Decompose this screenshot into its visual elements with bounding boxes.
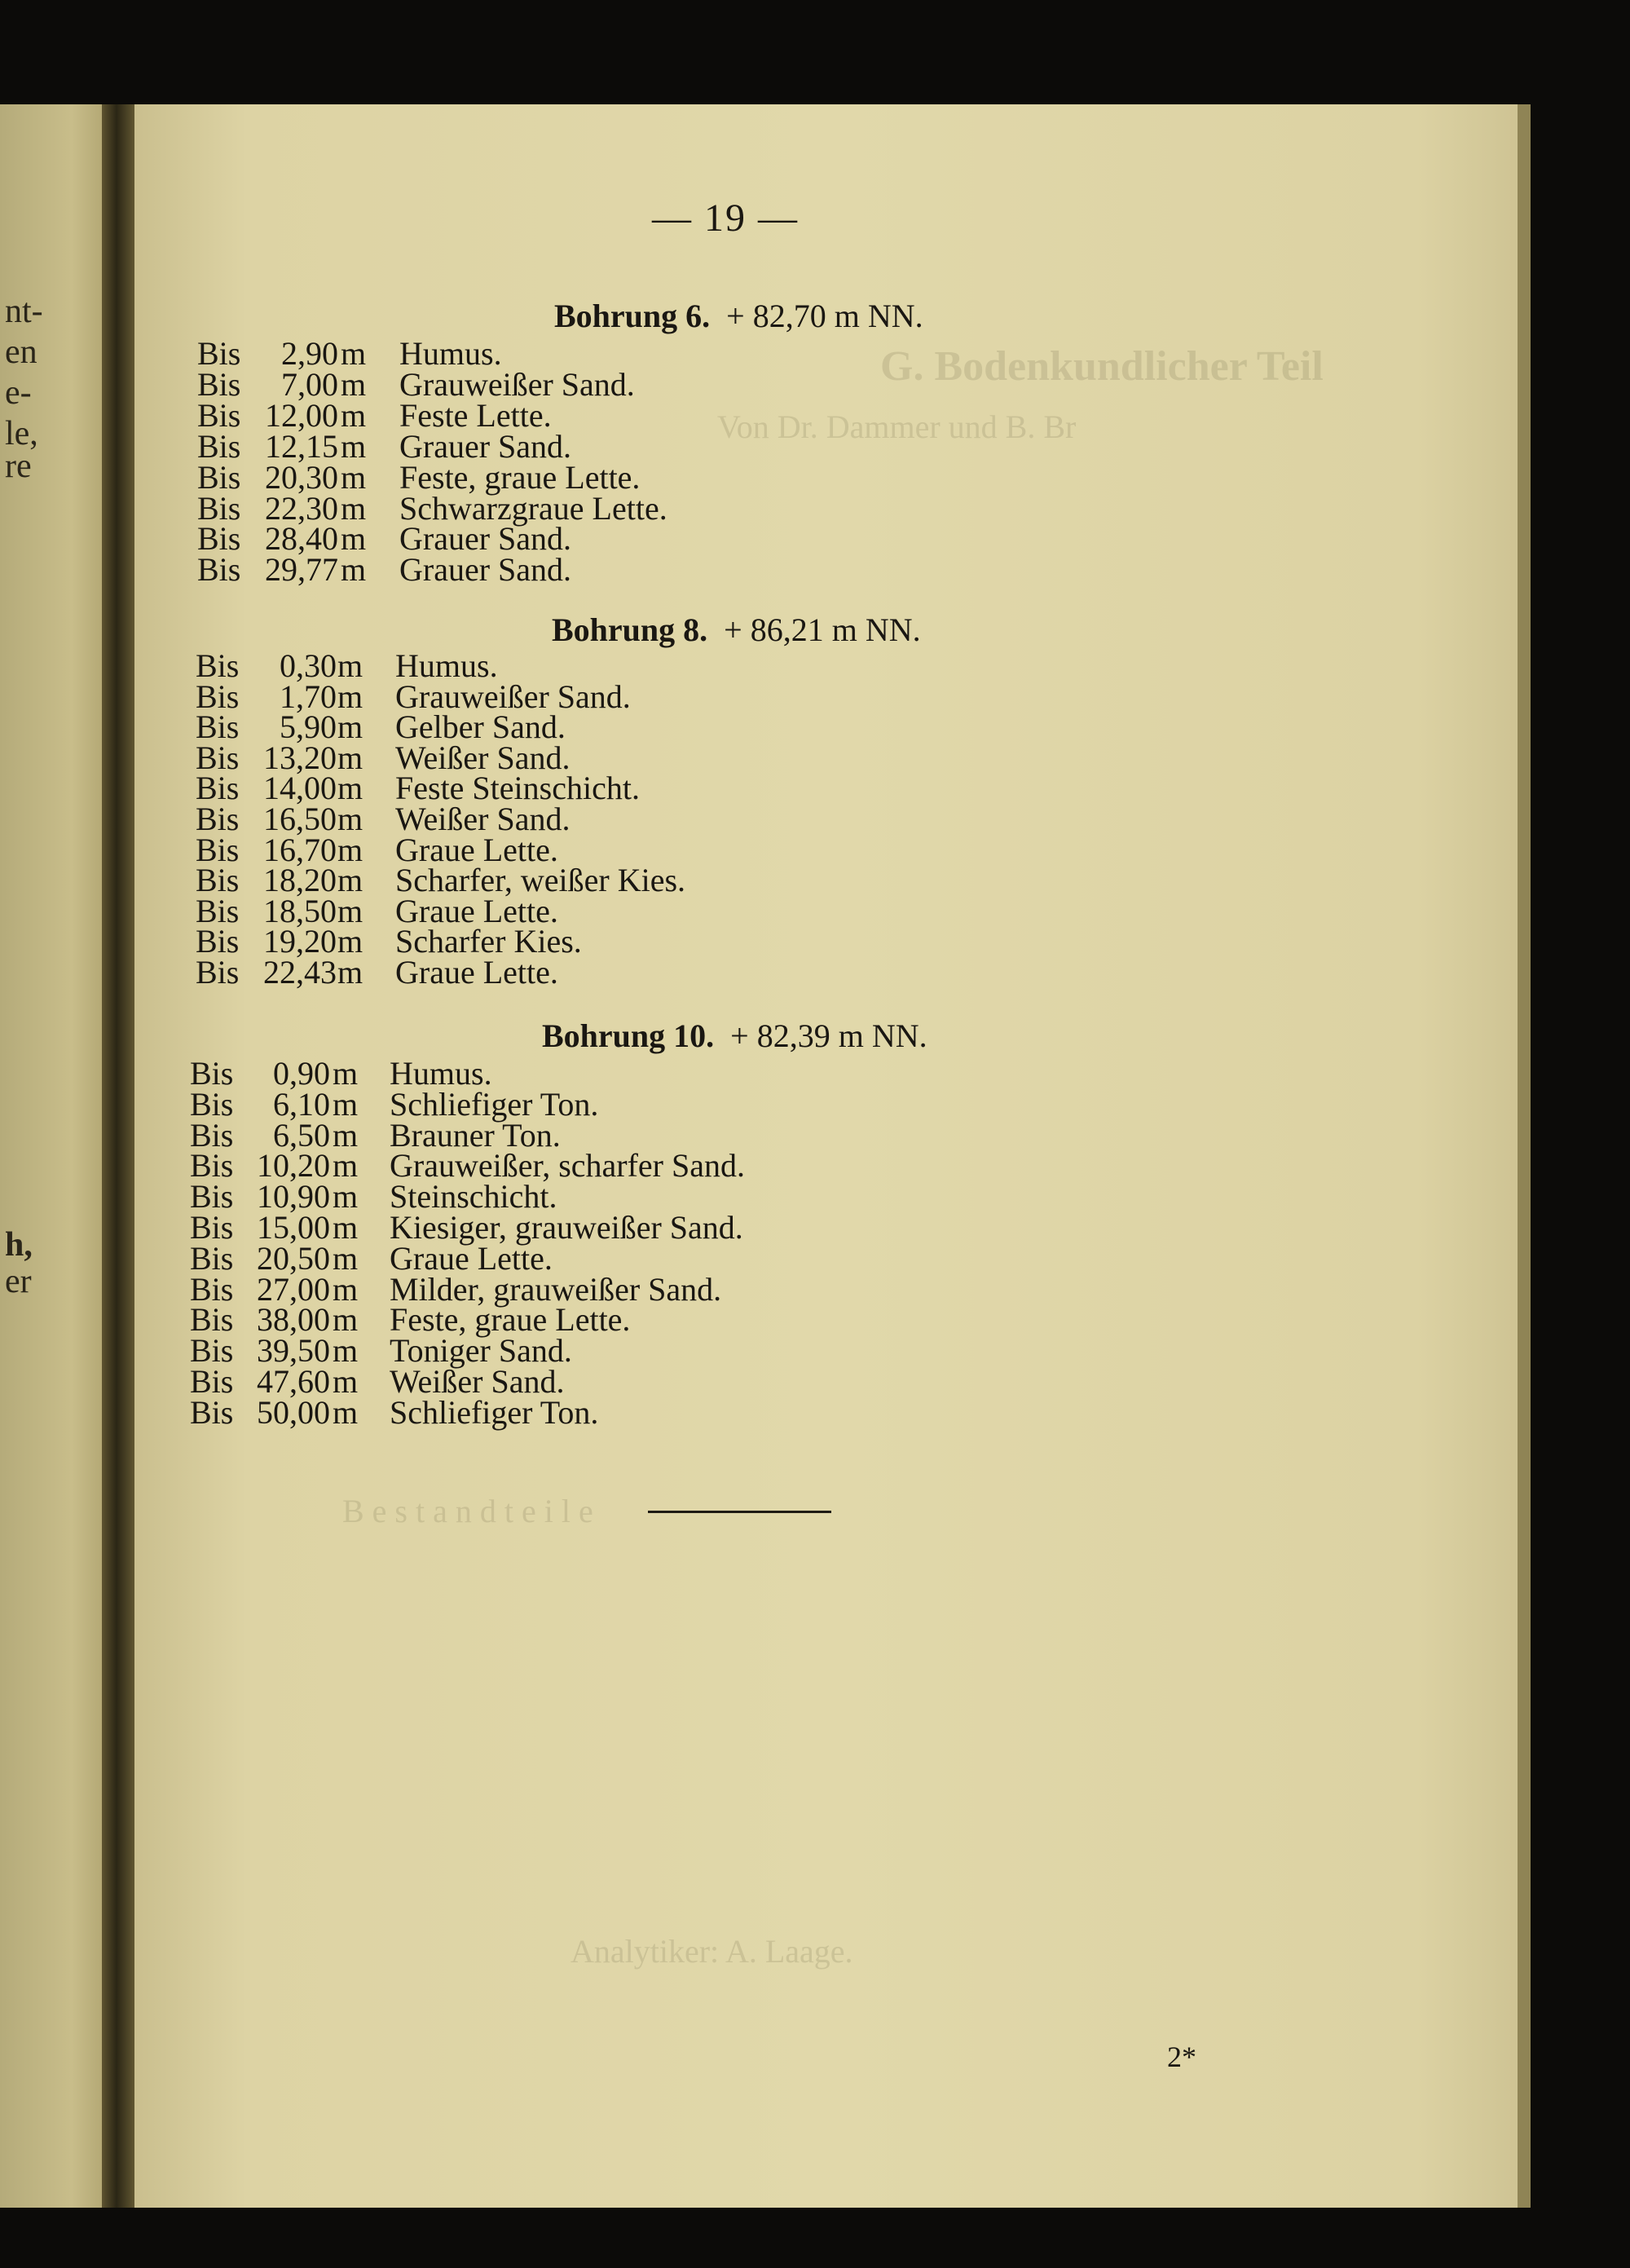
depth-unit: m [337,678,363,715]
depth-unit: m [333,1209,359,1246]
depth-value: 5,90 [280,708,337,745]
layer-description: Feste, graue Lette. [399,459,641,496]
layer-description: Milder, grauweißer Sand. [390,1271,722,1308]
depth-value: 38,00 [257,1301,330,1338]
depth-prefix: Bis [197,490,241,527]
left-page-fragment: er [5,1263,32,1300]
depth-value: 1,70 [280,678,337,715]
depth-value: 12,15 [265,428,338,465]
depth-value: 6,50 [273,1117,330,1154]
depth-unit: m [333,1178,359,1215]
depth-prefix: Bis [197,551,241,588]
depth-value: 10,90 [257,1178,330,1215]
section-heading [542,1017,927,1055]
depth-prefix: Bis [190,1117,234,1154]
depth-value: 27,00 [257,1271,330,1308]
depth-unit: m [337,954,363,991]
layer-description: Graue Lette. [390,1240,553,1277]
section-elevation: + 82,70 m NN. [726,298,923,334]
depth-prefix: Bis [190,1055,234,1092]
layer-description: Grauweißer, scharfer Sand. [390,1147,745,1184]
depth-prefix: Bis [196,832,240,868]
depth-unit: m [333,1301,359,1338]
depth-value: 0,90 [273,1055,330,1092]
layer-description: Grauweißer Sand. [395,678,631,715]
depth-unit: m [341,428,367,465]
depth-unit: m [341,490,367,527]
layer-description: Weißer Sand. [395,739,570,776]
layer-description: Grauer Sand. [399,551,572,588]
depth-unit: m [337,647,363,684]
section-title: Bohrung 10. [542,1017,715,1054]
layer-description: Kiesiger, grauweißer Sand. [390,1209,743,1246]
depth-unit: m [333,1086,359,1123]
divider-rule [648,1511,831,1513]
layer-description: Grauer Sand. [399,428,572,465]
depth-unit: m [333,1394,359,1431]
left-page-fragment: e- [5,374,32,412]
depth-prefix: Bis [197,335,241,372]
depth-unit: m [341,366,367,403]
section-elevation: + 86,21 m NN. [724,611,921,648]
layer-description: Toniger Sand. [390,1332,572,1369]
depth-value: 22,30 [265,490,338,527]
depth-prefix: Bis [196,708,240,745]
layer-description: Brauner Ton. [390,1117,561,1154]
depth-unit: m [337,708,363,745]
depth-value: 20,50 [257,1240,330,1277]
depth-unit: m [337,801,363,837]
left-page-fragment: h, [5,1226,33,1264]
depth-unit: m [333,1332,359,1369]
depth-value: 16,50 [263,801,337,837]
depth-value: 10,20 [257,1147,330,1184]
depth-unit: m [337,923,363,960]
depth-value: 0,30 [280,647,337,684]
depth-prefix: Bis [196,647,240,684]
depth-prefix: Bis [196,923,240,960]
depth-prefix: Bis [196,770,240,806]
depth-prefix: Bis [190,1363,234,1400]
depth-unit: m [341,335,367,372]
depth-value: 12,00 [265,397,338,434]
left-page-fragment: re [5,448,32,485]
layer-description: Weißer Sand. [390,1363,565,1400]
layer-description: Weißer Sand. [395,801,570,837]
depth-value: 13,20 [263,739,337,776]
page-edge [1518,104,1531,2208]
layer-description: Feste, graue Lette. [390,1301,631,1338]
layer-description: Scharfer, weißer Kies. [395,862,686,898]
layer-description: Graue Lette. [395,832,558,868]
depth-unit: m [341,551,367,588]
depth-prefix: Bis [196,801,240,837]
section-title: Bohrung 8. [552,611,708,648]
depth-value: 20,30 [265,459,338,496]
depth-unit: m [337,770,363,806]
book-binding [102,104,139,2208]
signature-mark: 2* [1167,2041,1196,2073]
layer-description: Graue Lette. [395,954,558,991]
layer-description: Gelber Sand. [395,708,566,745]
depth-prefix: Bis [190,1178,234,1215]
depth-unit: m [333,1117,359,1154]
section-heading [554,297,923,335]
depth-value: 7,00 [281,366,338,403]
layer-description: Grauer Sand. [399,520,572,557]
layer-description: Graue Lette. [395,893,558,929]
depth-value: 29,77 [265,551,338,588]
layer-description: Feste Lette. [399,397,552,434]
depth-value: 6,10 [273,1086,330,1123]
depth-prefix: Bis [197,397,241,434]
depth-prefix: Bis [196,862,240,898]
section-title: Bohrung 6. [554,298,711,334]
page-number: — 19 — [652,196,799,240]
depth-prefix: Bis [196,954,240,991]
depth-value: 39,50 [257,1332,330,1369]
layer-description: Schliefiger Ton. [390,1394,599,1431]
depth-value: 50,00 [257,1394,330,1431]
depth-prefix: Bis [190,1301,234,1338]
depth-value: 22,43 [263,954,337,991]
depth-unit: m [341,397,367,434]
depth-unit: m [337,739,363,776]
section-elevation: + 82,39 m NN. [730,1017,927,1054]
depth-prefix: Bis [197,366,241,403]
layer-description: Feste Steinschicht. [395,770,640,806]
layer-description: Grauweißer Sand. [399,366,635,403]
depth-unit: m [333,1147,359,1184]
left-page-fragment: nt- [5,293,43,330]
depth-prefix: Bis [196,678,240,715]
depth-value: 18,20 [263,862,337,898]
layer-description: Humus. [395,647,498,684]
depth-value: 14,00 [263,770,337,806]
depth-value: 18,50 [263,893,337,929]
depth-value: 47,60 [257,1363,330,1400]
depth-value: 28,40 [265,520,338,557]
depth-prefix: Bis [190,1086,234,1123]
depth-prefix: Bis [190,1147,234,1184]
depth-prefix: Bis [197,520,241,557]
layer-description: Scharfer Kies. [395,923,582,960]
depth-value: 15,00 [257,1209,330,1246]
depth-prefix: Bis [196,893,240,929]
layer-description: Steinschicht. [390,1178,557,1215]
depth-prefix: Bis [190,1394,234,1431]
depth-unit: m [337,893,363,929]
depth-value: 19,20 [263,923,337,960]
depth-prefix: Bis [196,739,240,776]
layer-description: Schwarzgraue Lette. [399,490,667,527]
depth-unit: m [333,1240,359,1277]
layer-description: Schliefiger Ton. [390,1086,599,1123]
depth-unit: m [333,1271,359,1308]
left-page-fragment: en [5,333,37,371]
depth-prefix: Bis [197,459,241,496]
left-page-fragment: le, [5,415,38,452]
depth-prefix: Bis [190,1240,234,1277]
depth-unit: m [341,459,367,496]
depth-unit: m [333,1363,359,1400]
depth-value: 2,90 [281,335,338,372]
depth-prefix: Bis [197,428,241,465]
depth-prefix: Bis [190,1332,234,1369]
depth-value: 16,70 [263,832,337,868]
depth-unit: m [333,1055,359,1092]
depth-unit: m [337,862,363,898]
section-heading [552,611,921,649]
layer-description: Humus. [390,1055,492,1092]
depth-unit: m [337,832,363,868]
depth-prefix: Bis [190,1209,234,1246]
depth-unit: m [341,520,367,557]
depth-prefix: Bis [190,1271,234,1308]
layer-description: Humus. [399,335,502,372]
